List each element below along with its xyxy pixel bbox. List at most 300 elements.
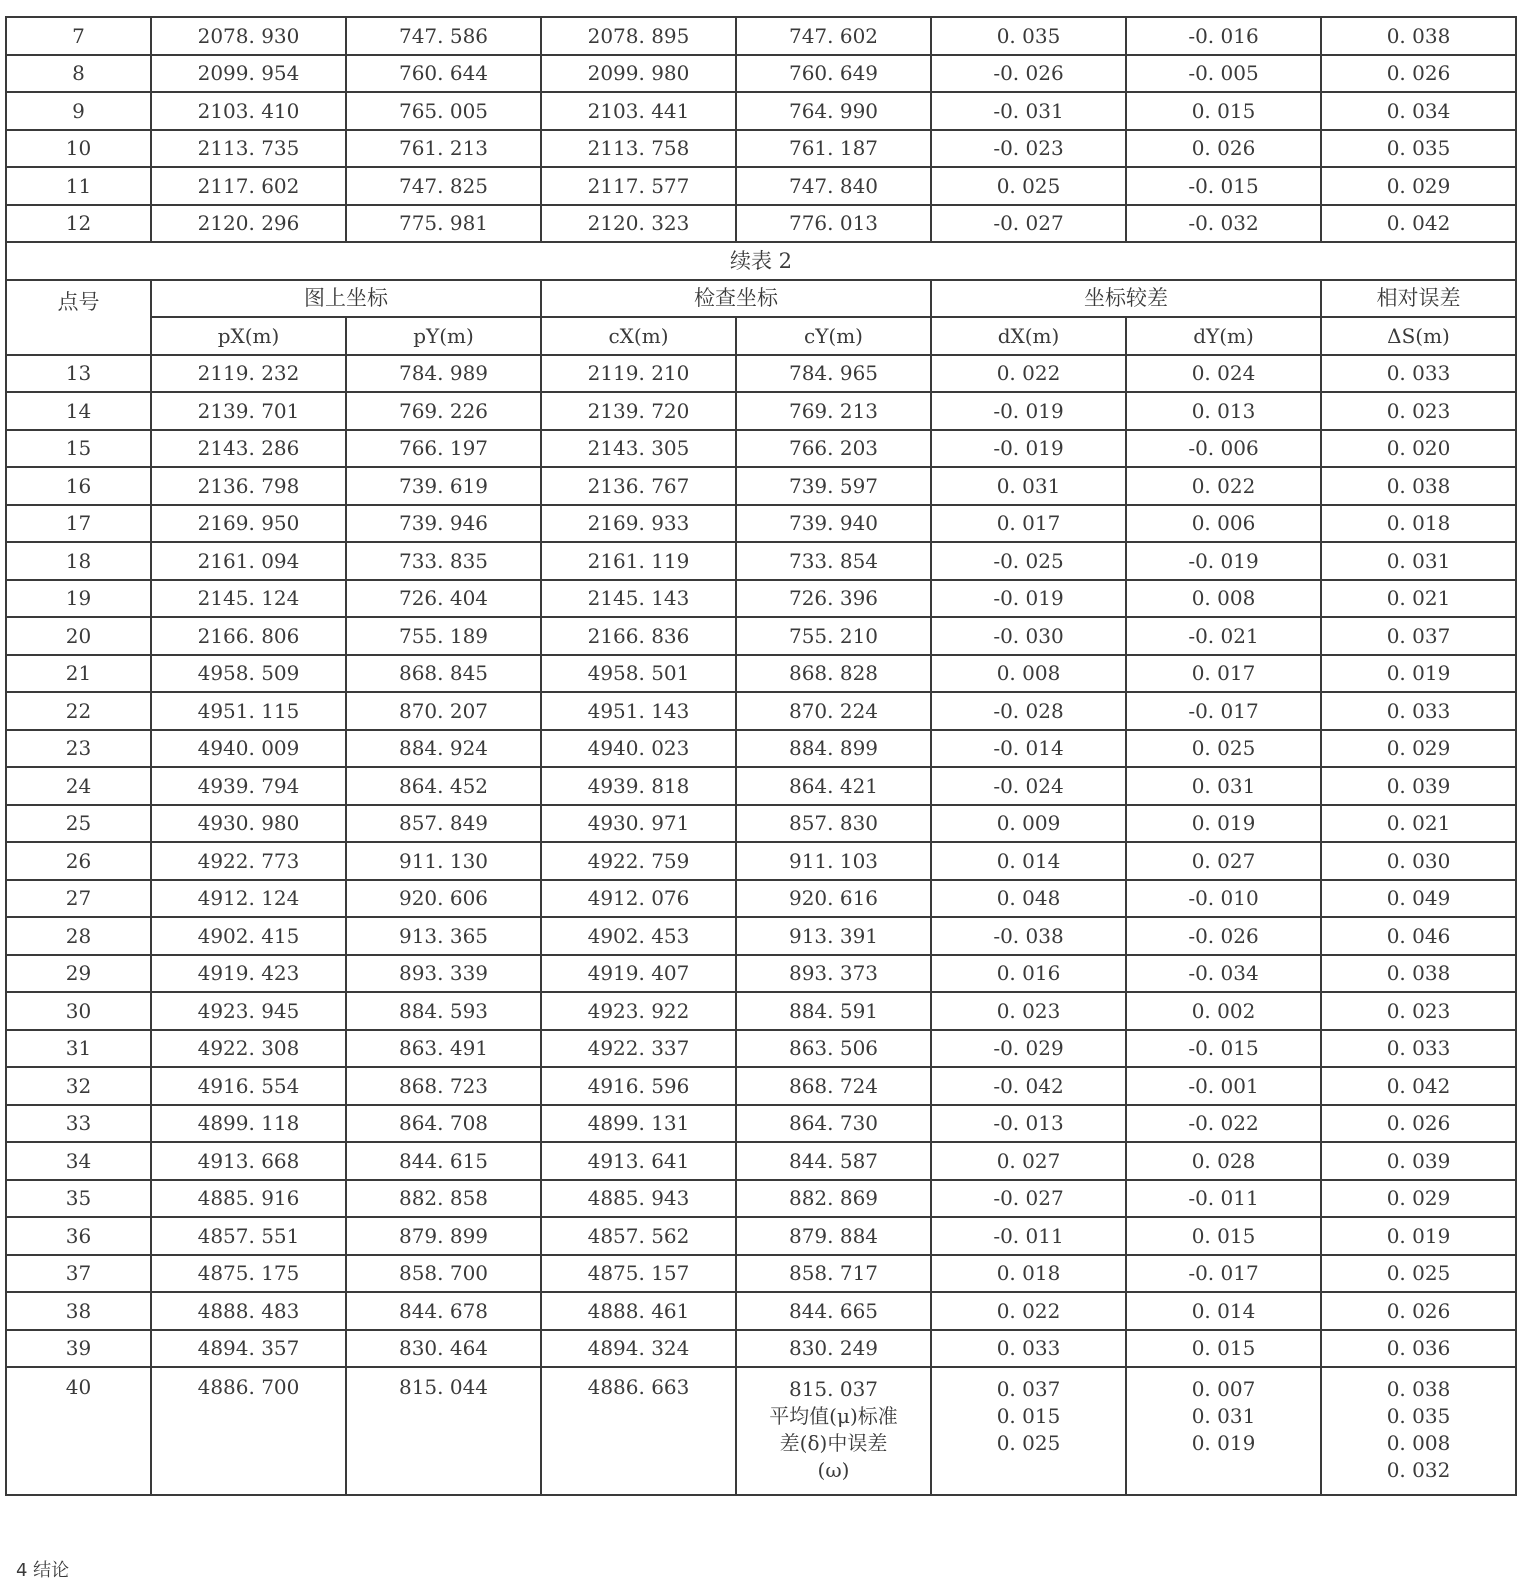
table-row: [6, 542, 1516, 580]
cell-py: 884. 924: [346, 730, 541, 768]
cell-point: 14: [6, 392, 151, 430]
cell-py: 739. 619: [346, 467, 541, 505]
cell-dy: 0. 014: [1126, 1292, 1321, 1330]
cell-cx: 2113. 758: [541, 130, 736, 168]
table-row: [6, 1180, 1516, 1218]
cell-dx: -0. 028: [931, 692, 1126, 730]
cell-point: 15: [6, 430, 151, 468]
table-row: [6, 92, 1516, 130]
cell-ds: 0. 033: [1321, 355, 1516, 393]
table-row: [6, 692, 1516, 730]
table-row: [6, 580, 1516, 618]
table-row: [6, 842, 1516, 880]
table-row: [6, 917, 1516, 955]
cell-point: 18: [6, 542, 151, 580]
table-row: [6, 167, 1516, 205]
table-row: [6, 880, 1516, 918]
section-heading-conclusion: 4 结论: [16, 1560, 70, 1581]
cell-dy: -0. 010: [1126, 880, 1321, 918]
table-row: [6, 55, 1516, 93]
cell-px: 2078. 930: [151, 17, 346, 55]
cell-point: 31: [6, 1030, 151, 1068]
cell-py: 747. 586: [346, 17, 541, 55]
table-row: [6, 1292, 1516, 1330]
cell-px: 2169. 950: [151, 505, 346, 543]
cell-dy: 0. 027: [1126, 842, 1321, 880]
cell-ds: 0. 020: [1321, 430, 1516, 468]
cell-dy: 0. 006: [1126, 505, 1321, 543]
cell-cy: 755. 210: [736, 617, 931, 655]
cell-py: 726. 404: [346, 580, 541, 618]
cell-cy: 747. 840: [736, 167, 931, 205]
cell-ds: 0. 033: [1321, 692, 1516, 730]
cell-cx: 2136. 767: [541, 467, 736, 505]
cell-px: 2117. 602: [151, 167, 346, 205]
table-row: [6, 1217, 1516, 1255]
cell-cx: 2099. 980: [541, 55, 736, 93]
cell-cy: 868. 828: [736, 655, 931, 693]
cell-cy: 858. 717: [736, 1255, 931, 1293]
cell-point: 9: [6, 92, 151, 130]
cell-point: 23: [6, 730, 151, 768]
cell-dy: -0. 017: [1126, 692, 1321, 730]
cell-px: 4919. 423: [151, 955, 346, 993]
table-row: [6, 505, 1516, 543]
cell-point: 35: [6, 1180, 151, 1218]
cell-point: 38: [6, 1292, 151, 1330]
cell-cy: 776. 013: [736, 205, 931, 243]
cell-ds: 0. 046: [1321, 917, 1516, 955]
cell-px: 4940. 009: [151, 730, 346, 768]
cell-cx: 4888. 461: [541, 1292, 736, 1330]
cell-px: 4875. 175: [151, 1255, 346, 1293]
cell-cx: 4951. 143: [541, 692, 736, 730]
cell-dx: -0. 013: [931, 1105, 1126, 1143]
cell-dx: 0. 022: [931, 1292, 1126, 1330]
table-row: [6, 1030, 1516, 1068]
header-dx: dX(m): [931, 317, 1126, 355]
cell-px: 4857. 551: [151, 1217, 346, 1255]
cell-cx: 2139. 720: [541, 392, 736, 430]
cell-py: 858. 700: [346, 1255, 541, 1293]
cell-ds: 0. 018: [1321, 505, 1516, 543]
cell-ds: 0. 029: [1321, 730, 1516, 768]
cell-dx: 0. 014: [931, 842, 1126, 880]
coordinate-accuracy-table: [5, 16, 1517, 1496]
cell-cy: 830. 249: [736, 1330, 931, 1368]
ds-value: 0. 038: [1386, 1377, 1451, 1401]
cell-point: 37: [6, 1255, 151, 1293]
cell-cy: 769. 213: [736, 392, 931, 430]
cell-cy: 760. 649: [736, 55, 931, 93]
cell-cy: 884. 899: [736, 730, 931, 768]
cell-ds: 0. 026: [1321, 1105, 1516, 1143]
cell-point: 27: [6, 880, 151, 918]
table-row: [6, 1067, 1516, 1105]
cell-ds: 0. 019: [1321, 655, 1516, 693]
table-row: [6, 955, 1516, 993]
cell-point: 22: [6, 692, 151, 730]
cell-point: 20: [6, 617, 151, 655]
dx-value: 0. 037: [996, 1377, 1061, 1401]
cell-cy: 884. 591: [736, 992, 931, 1030]
cell-dx: 0. 025: [931, 167, 1126, 205]
cell-cx: 4940. 023: [541, 730, 736, 768]
cell-py: 747. 825: [346, 167, 541, 205]
header-py: pY(m): [346, 317, 541, 355]
cell-cy: 882. 869: [736, 1180, 931, 1218]
cell-py: 911. 130: [346, 842, 541, 880]
cell-cx: 2143. 305: [541, 430, 736, 468]
cell-point: 17: [6, 505, 151, 543]
table-row: [6, 1255, 1516, 1293]
cell-ds: 0. 038: [1321, 17, 1516, 55]
cell-dx: -0. 019: [931, 430, 1126, 468]
table-row: [6, 1142, 1516, 1180]
cell-dx: -0. 024: [931, 767, 1126, 805]
cell-cx: 4913. 641: [541, 1142, 736, 1180]
cell-px: 4951. 115: [151, 692, 346, 730]
cell-px: 4922. 773: [151, 842, 346, 880]
cell-dy: 0. 019: [1126, 805, 1321, 843]
cell-px: 2145. 124: [151, 580, 346, 618]
cell-ds: 0. 042: [1321, 205, 1516, 243]
table-row: [6, 992, 1516, 1030]
cell-px: 4886. 700: [151, 1367, 346, 1495]
cell-dy: -0. 021: [1126, 617, 1321, 655]
table-row: [6, 130, 1516, 168]
cell-ds: 0. 049: [1321, 880, 1516, 918]
cell-cy: 766. 203: [736, 430, 931, 468]
cell-dy: 0. 013: [1126, 392, 1321, 430]
cell-dy: 0. 015: [1126, 1330, 1321, 1368]
cell-py: 765. 005: [346, 92, 541, 130]
cell-py: 884. 593: [346, 992, 541, 1030]
cell-dy: 0. 002: [1126, 992, 1321, 1030]
table-row: [6, 430, 1516, 468]
cell-dx: 0. 008: [931, 655, 1126, 693]
cell-py: 844. 615: [346, 1142, 541, 1180]
cell-cx: 4912. 076: [541, 880, 736, 918]
cell-cx: 2169. 933: [541, 505, 736, 543]
cell-cy: 784. 965: [736, 355, 931, 393]
cell-py: 815. 044: [346, 1367, 541, 1495]
cell-dy: -0. 015: [1126, 1030, 1321, 1068]
cell-cx: 2117. 577: [541, 167, 736, 205]
dy-value: 0. 031: [1191, 1404, 1256, 1428]
cell-dy: -0. 016: [1126, 17, 1321, 55]
cell-px: 2099. 954: [151, 55, 346, 93]
cell-dy: 0. 022: [1126, 467, 1321, 505]
dx-value: 0. 025: [996, 1431, 1061, 1455]
table-body-last: [6, 1367, 1516, 1495]
cell-cy: 761. 187: [736, 130, 931, 168]
cell-dx: 0. 035: [931, 17, 1126, 55]
cell-cx: 4857. 562: [541, 1217, 736, 1255]
cell-ds: 0. 029: [1321, 167, 1516, 205]
cell-dy: -0. 019: [1126, 542, 1321, 580]
table-body-part1: [6, 17, 1516, 242]
cell-px: 4888. 483: [151, 1292, 346, 1330]
cell-py: 879. 899: [346, 1217, 541, 1255]
cell-py: 864. 452: [346, 767, 541, 805]
cell-point: 13: [6, 355, 151, 393]
cell-point: 10: [6, 130, 151, 168]
cell-px: 4913. 668: [151, 1142, 346, 1180]
cell-cx: 2161. 119: [541, 542, 736, 580]
cell-ds: 0. 021: [1321, 805, 1516, 843]
header-map-coords: 图上坐标: [151, 280, 541, 318]
cell-ds: 0. 023: [1321, 392, 1516, 430]
cell-dx: 0. 022: [931, 355, 1126, 393]
cell-point: 7: [6, 17, 151, 55]
cell-px: 2166. 806: [151, 617, 346, 655]
table-row: [6, 655, 1516, 693]
cell-dx: -0. 011: [931, 1217, 1126, 1255]
cell-point: 28: [6, 917, 151, 955]
cell-dx: 0. 023: [931, 992, 1126, 1030]
cell-ds: 0. 026: [1321, 55, 1516, 93]
header-dy: dY(m): [1126, 317, 1321, 355]
table-row: [6, 730, 1516, 768]
dx-value: 0. 015: [996, 1404, 1061, 1428]
cell-dx: 0. 027: [931, 1142, 1126, 1180]
cell-dy: 0. 017: [1126, 655, 1321, 693]
header-point-no: 点号: [6, 280, 151, 355]
cell-dx-stats: [931, 1367, 1126, 1495]
stat-label-line-3: (ω): [817, 1458, 850, 1482]
cell-py: 766. 197: [346, 430, 541, 468]
cell-dx: -0. 023: [931, 130, 1126, 168]
table-row: [6, 467, 1516, 505]
cell-py: 755. 189: [346, 617, 541, 655]
cell-px: 2119. 232: [151, 355, 346, 393]
cell-cx: 4930. 971: [541, 805, 736, 843]
cell-dx: 0. 031: [931, 467, 1126, 505]
cell-dy: 0. 025: [1126, 730, 1321, 768]
cell-dy: 0. 028: [1126, 1142, 1321, 1180]
cell-cy-with-stat-labels: [736, 1367, 931, 1495]
cell-dy: -0. 032: [1126, 205, 1321, 243]
cell-py: 893. 339: [346, 955, 541, 993]
cell-point: 8: [6, 55, 151, 93]
cell-cx: 4939. 818: [541, 767, 736, 805]
cell-cx: 4885. 943: [541, 1180, 736, 1218]
table-row: [6, 1105, 1516, 1143]
cell-cy: 844. 587: [736, 1142, 931, 1180]
cell-dx: 0. 018: [931, 1255, 1126, 1293]
cell-cx: 2103. 441: [541, 92, 736, 130]
cell-ds: 0. 038: [1321, 955, 1516, 993]
cell-point: 30: [6, 992, 151, 1030]
cell-py: 844. 678: [346, 1292, 541, 1330]
cell-ds: 0. 042: [1321, 1067, 1516, 1105]
cell-dy: 0. 024: [1126, 355, 1321, 393]
cell-cx: 4886. 663: [541, 1367, 736, 1495]
header-relative-error: 相对误差: [1321, 280, 1516, 318]
cell-dx: 0. 048: [931, 880, 1126, 918]
cell-py: 761. 213: [346, 130, 541, 168]
cy-value: 815. 037: [788, 1377, 879, 1401]
stat-label-line-1: 平均值(μ)标准: [769, 1404, 898, 1428]
cell-px: 2113. 735: [151, 130, 346, 168]
cell-dy: 0. 015: [1126, 92, 1321, 130]
cell-cx: 2166. 836: [541, 617, 736, 655]
cell-dy-stats: [1126, 1367, 1321, 1495]
cell-dx: -0. 014: [931, 730, 1126, 768]
header-check-coords: 检查坐标: [541, 280, 931, 318]
cell-dy: 0. 008: [1126, 580, 1321, 618]
cell-dx: -0. 019: [931, 580, 1126, 618]
cell-dy: 0. 026: [1126, 130, 1321, 168]
cell-px: 2103. 410: [151, 92, 346, 130]
cell-point: 36: [6, 1217, 151, 1255]
table-row: [6, 17, 1516, 55]
cell-point: 39: [6, 1330, 151, 1368]
cell-px: 4894. 357: [151, 1330, 346, 1368]
cell-py: 868. 845: [346, 655, 541, 693]
cell-cy: 857. 830: [736, 805, 931, 843]
cell-cx: 2145. 143: [541, 580, 736, 618]
cell-dy: -0. 006: [1126, 430, 1321, 468]
cell-px: 4902. 415: [151, 917, 346, 955]
cell-point: 40: [6, 1367, 151, 1495]
cell-ds: 0. 023: [1321, 992, 1516, 1030]
cell-py: 920. 606: [346, 880, 541, 918]
cell-py: 870. 207: [346, 692, 541, 730]
cell-point: 21: [6, 655, 151, 693]
cell-dx: -0. 025: [931, 542, 1126, 580]
cell-ds: 0. 030: [1321, 842, 1516, 880]
cell-cy: 913. 391: [736, 917, 931, 955]
cell-dy: -0. 011: [1126, 1180, 1321, 1218]
cell-px: 4939. 794: [151, 767, 346, 805]
cell-cy: 870. 224: [736, 692, 931, 730]
cell-dy: -0. 017: [1126, 1255, 1321, 1293]
header-cy: cY(m): [736, 317, 931, 355]
cell-dx: 0. 016: [931, 955, 1126, 993]
cell-cy: 863. 506: [736, 1030, 931, 1068]
cell-cy: 747. 602: [736, 17, 931, 55]
cell-ds: 0. 021: [1321, 580, 1516, 618]
cell-dx: -0. 030: [931, 617, 1126, 655]
cell-ds: 0. 039: [1321, 767, 1516, 805]
cell-point: 24: [6, 767, 151, 805]
table-row: [6, 805, 1516, 843]
cell-py: 760. 644: [346, 55, 541, 93]
cell-px: 2139. 701: [151, 392, 346, 430]
cell-ds: 0. 037: [1321, 617, 1516, 655]
cell-ds: 0. 025: [1321, 1255, 1516, 1293]
cell-cx: 2120. 323: [541, 205, 736, 243]
cell-px: 2161. 094: [151, 542, 346, 580]
cell-cx: 4875. 157: [541, 1255, 736, 1293]
cell-dx: -0. 031: [931, 92, 1126, 130]
dy-value: 0. 019: [1191, 1431, 1256, 1455]
cell-cx: 2078. 895: [541, 17, 736, 55]
cell-point: 19: [6, 580, 151, 618]
cell-cx: 4919. 407: [541, 955, 736, 993]
cell-py: 913. 365: [346, 917, 541, 955]
header-px: pX(m): [151, 317, 346, 355]
cell-dy: -0. 015: [1126, 167, 1321, 205]
cell-dx: -0. 038: [931, 917, 1126, 955]
ds-value: 0. 032: [1386, 1458, 1451, 1482]
cell-cy: 911. 103: [736, 842, 931, 880]
cell-dy: -0. 026: [1126, 917, 1321, 955]
table-row: [6, 617, 1516, 655]
table-row-last: [6, 1367, 1516, 1495]
cell-point: 32: [6, 1067, 151, 1105]
table-row: [6, 392, 1516, 430]
cell-px: 4916. 554: [151, 1067, 346, 1105]
cell-cy: 864. 421: [736, 767, 931, 805]
cell-dx: -0. 027: [931, 1180, 1126, 1218]
continued-caption: 续表 2: [6, 242, 1516, 280]
cell-dx: 0. 009: [931, 805, 1126, 843]
header-coord-diff: 坐标较差: [931, 280, 1321, 318]
table-body-part2: [6, 355, 1516, 1368]
header-ds: ΔS(m): [1321, 317, 1516, 355]
cell-ds: 0. 029: [1321, 1180, 1516, 1218]
cell-point: 26: [6, 842, 151, 880]
cell-py: 863. 491: [346, 1030, 541, 1068]
cell-px: 2143. 286: [151, 430, 346, 468]
cell-point: 11: [6, 167, 151, 205]
cell-ds: 0. 034: [1321, 92, 1516, 130]
cell-py: 830. 464: [346, 1330, 541, 1368]
cell-cy: 726. 396: [736, 580, 931, 618]
cell-py: 864. 708: [346, 1105, 541, 1143]
cell-cx: 4922. 759: [541, 842, 736, 880]
cell-py: 784. 989: [346, 355, 541, 393]
cell-cx: 4916. 596: [541, 1067, 736, 1105]
cell-cy: 844. 665: [736, 1292, 931, 1330]
cell-dx: 0. 017: [931, 505, 1126, 543]
cell-ds: 0. 036: [1321, 1330, 1516, 1368]
cell-cy: 764. 990: [736, 92, 931, 130]
cell-ds: 0. 033: [1321, 1030, 1516, 1068]
cell-ds: 0. 039: [1321, 1142, 1516, 1180]
cell-px: 4930. 980: [151, 805, 346, 843]
cell-cx: 4923. 922: [541, 992, 736, 1030]
cell-dx: 0. 033: [931, 1330, 1126, 1368]
cell-px: 4912. 124: [151, 880, 346, 918]
cell-cy: 864. 730: [736, 1105, 931, 1143]
cell-px: 4922. 308: [151, 1030, 346, 1068]
cell-cx: 2119. 210: [541, 355, 736, 393]
table-row: [6, 355, 1516, 393]
cell-dx: -0. 042: [931, 1067, 1126, 1105]
cell-cy: 920. 616: [736, 880, 931, 918]
cell-cy: 739. 940: [736, 505, 931, 543]
cell-px: 4885. 916: [151, 1180, 346, 1218]
cell-px: 2136. 798: [151, 467, 346, 505]
cell-ds: 0. 031: [1321, 542, 1516, 580]
cell-cx: 4958. 501: [541, 655, 736, 693]
table-row: [6, 205, 1516, 243]
cell-px: 4923. 945: [151, 992, 346, 1030]
cell-ds: 0. 019: [1321, 1217, 1516, 1255]
cell-px: 4958. 509: [151, 655, 346, 693]
cell-dx: -0. 029: [931, 1030, 1126, 1068]
cell-px: 2120. 296: [151, 205, 346, 243]
cell-cy: 868. 724: [736, 1067, 931, 1105]
cell-point: 16: [6, 467, 151, 505]
cell-point: 12: [6, 205, 151, 243]
cell-dy: 0. 015: [1126, 1217, 1321, 1255]
cell-cx: 4899. 131: [541, 1105, 736, 1143]
